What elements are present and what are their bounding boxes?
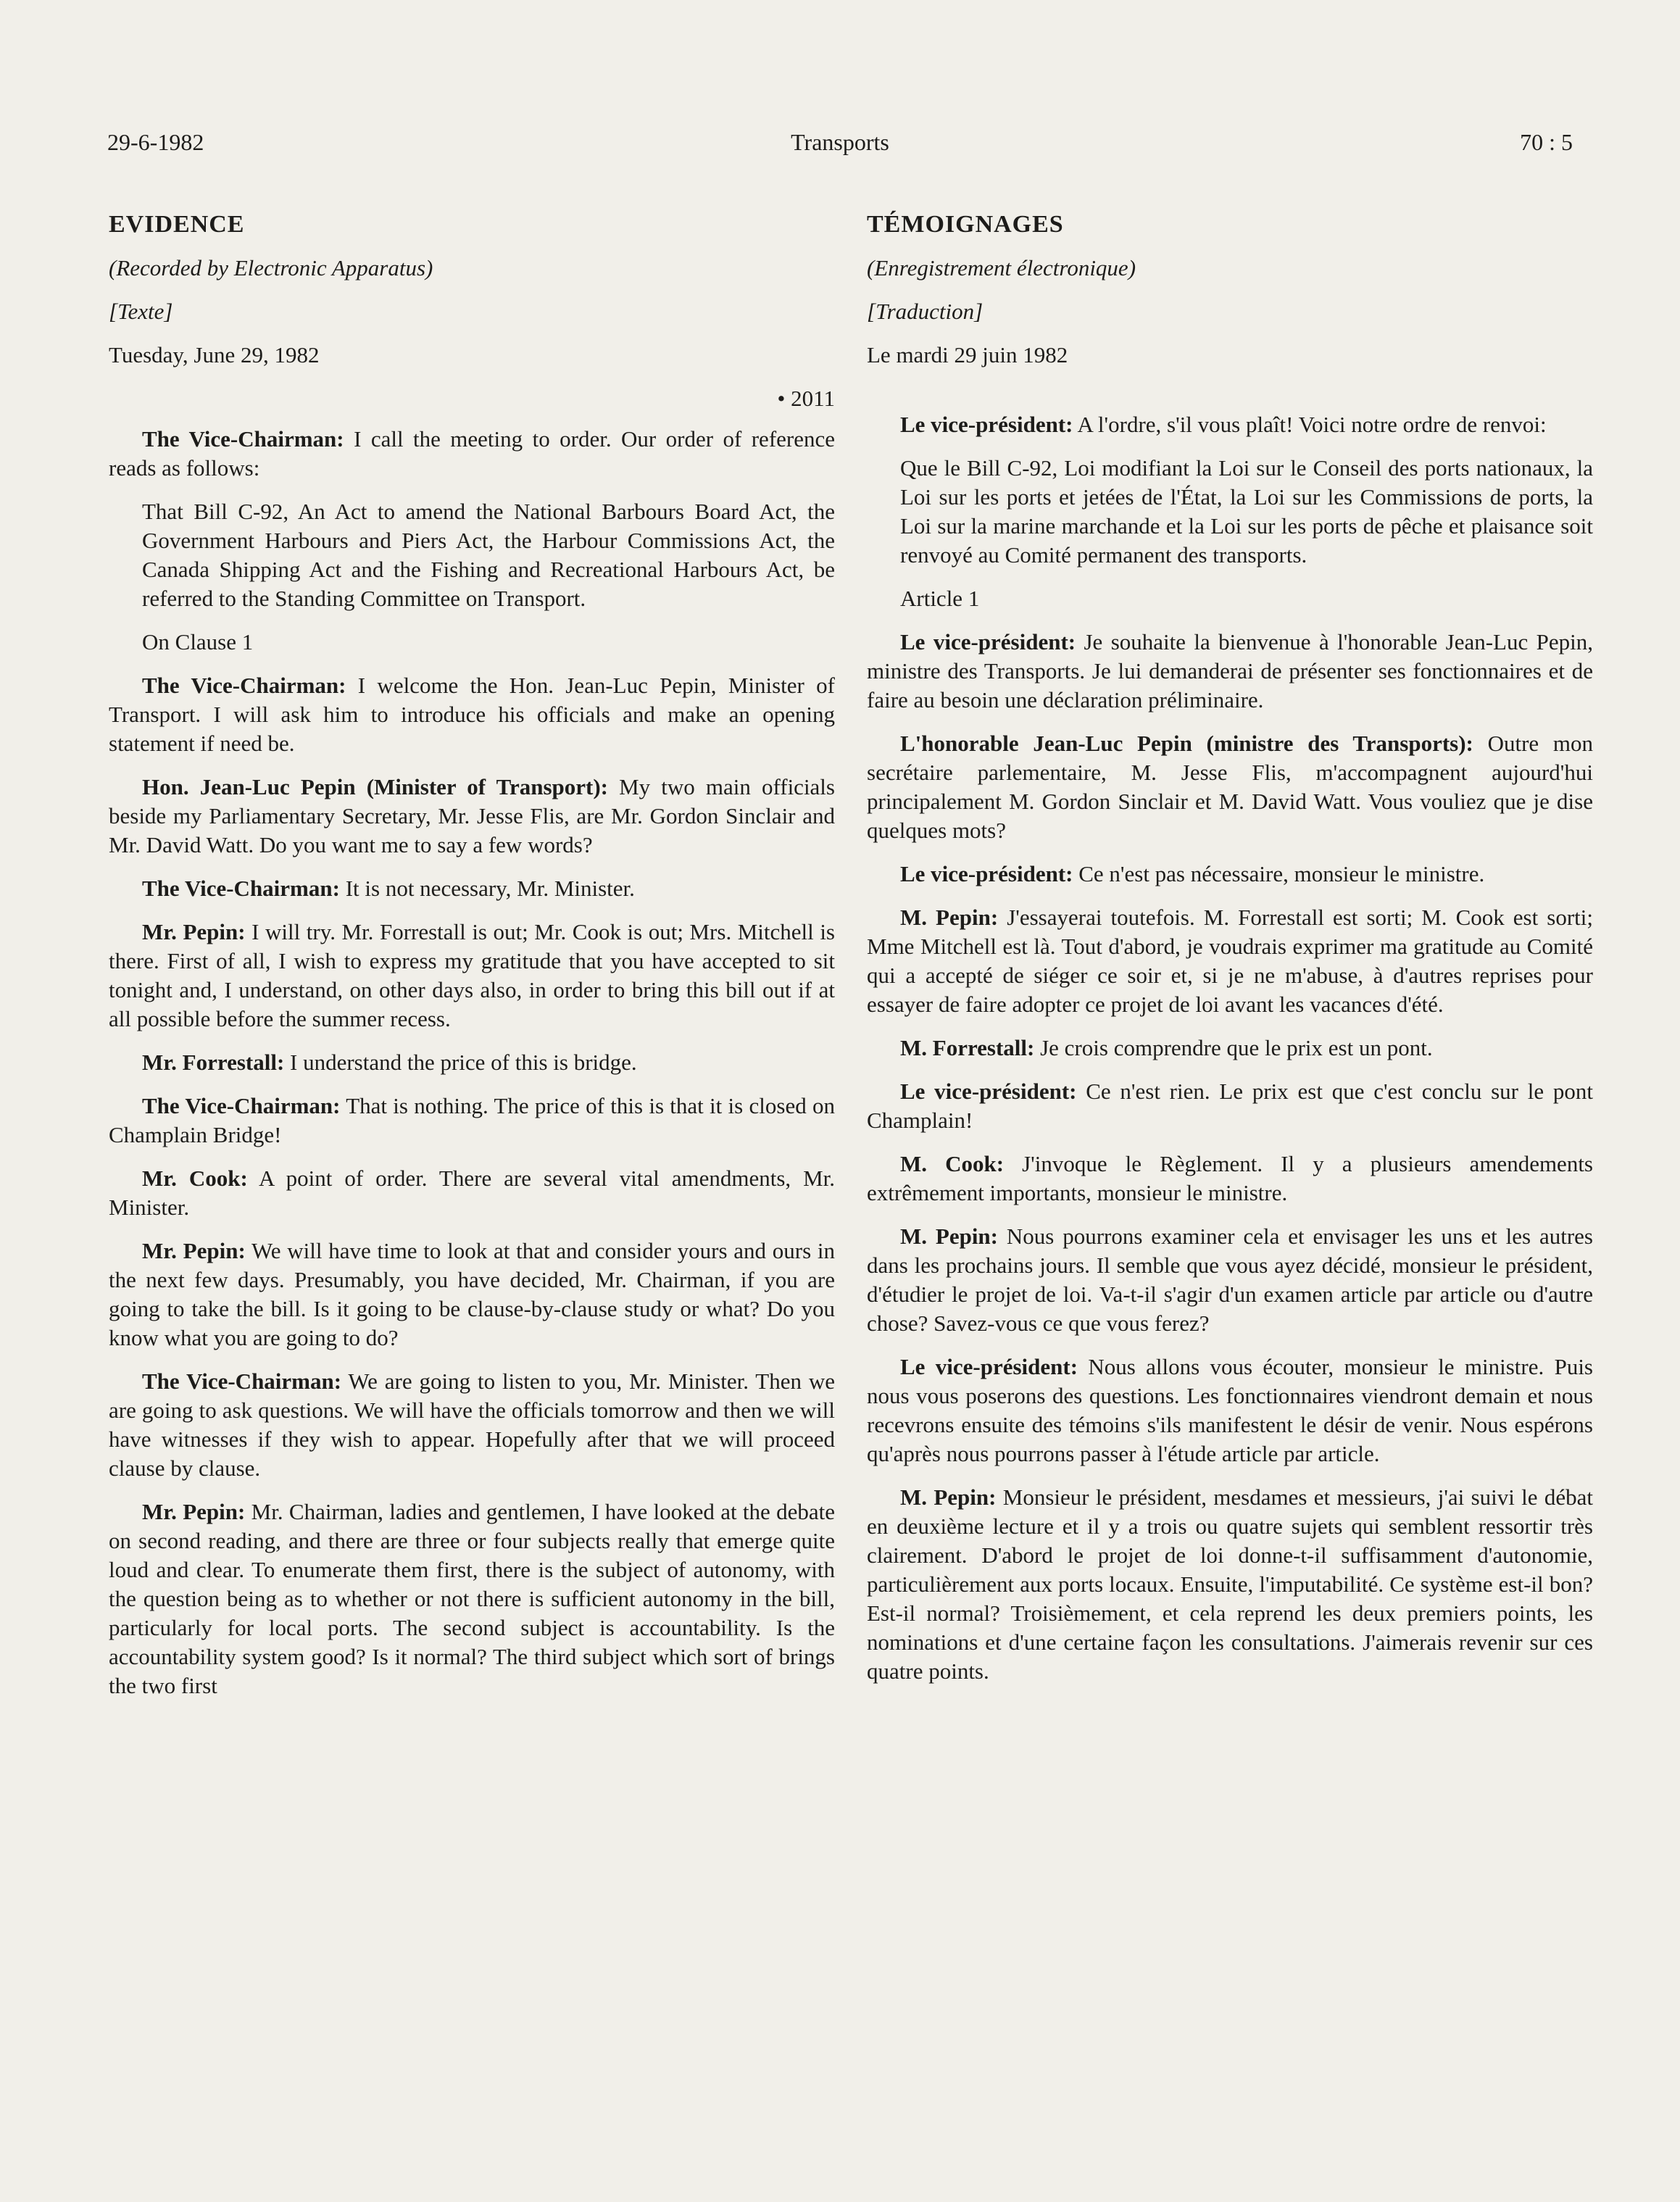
paragraph	[867, 410, 1593, 439]
recording-note: (Enregistrement électronique)	[867, 255, 1136, 281]
paragraph	[867, 860, 1593, 889]
page-header	[0, 129, 1680, 165]
paragraph	[867, 1483, 1593, 1686]
header-date: 29-6-1982	[107, 129, 204, 155]
speech-text: Nous pourrons examiner cela et envisager les uns et les autres dans les prochains jours. Il semble que vous ayez décidé, monsieur le président, d'étudier le projet de loi. Va-t-il s'agir d'un examen article par article ou d'autre chose? Savez-vous ce que vous ferez?	[867, 1223, 1593, 1336]
paragraph	[109, 1048, 835, 1077]
speaker: M. Pepin:	[900, 1484, 997, 1510]
speech-text: A point of order. There are several vital amendments, Mr. Minister.	[109, 1166, 835, 1220]
paragraph	[109, 1367, 835, 1483]
speaker: Mr. Cook:	[142, 1166, 248, 1191]
time-marker: • 2011	[777, 386, 835, 411]
speaker: Le vice-président:	[900, 412, 1073, 437]
english-column	[109, 210, 835, 1715]
paragraph	[867, 1034, 1593, 1063]
speaker: Le vice-président:	[900, 1079, 1077, 1104]
paragraph	[867, 729, 1593, 845]
speech-text: Mr. Chairman, ladies and gentlemen, I have looked at the debate on second reading, and there are three or four subjects really that emerge quite loud and clear. To enumerate them first, there is the subject of autonomy, with the question being as to whether or not there is sufficient autonomy in the bill, particularly for local ports. The second subject is accountability. Is the accountability system good? Is it normal? The third subject which sort of brings the two first	[109, 1499, 835, 1698]
speaker: M. Pepin:	[900, 905, 999, 930]
speaker: Hon. Jean-Luc Pepin (Minister of Transport):	[142, 774, 608, 799]
speech-text: Article 1	[900, 586, 980, 611]
paragraph	[109, 1497, 835, 1700]
speaker: The Vice-Chairman:	[142, 876, 340, 901]
speaker: Mr. Pepin:	[142, 919, 246, 944]
speaker: Le vice-président:	[900, 1354, 1078, 1379]
speech-text: I will try. Mr. Forrestall is out; Mr. Cook is out; Mrs. Mitchell is there. First of all, I wish to express my gratitude that you have accepted to sit tonight and, I understand, on other days also, in order to bring this bill out if at all possible before the summer recess.	[109, 919, 835, 1031]
speech-text: Je souhaite la bienvenue à l'honorable Jean-Luc Pepin, ministre des Transports. Je lui demanderai de présenter ses fonctionnaires et de faire au besoin une déclaration préliminaire.	[867, 629, 1593, 712]
speech-text: That Bill C-92, An Act to amend the National Barbours Board Act, the Government Harbours and Piers Act, the Harbour Commissions Act, the Canada Shipping Act and the Fishing and Recreational Harbours Act, be referred to the Standing Committee on Transport.	[142, 499, 835, 611]
speech-text: Nous allons vous écouter, monsieur le ministre. Puis nous vous poserons des questions. Les fonctionnaires viendront demain et nous recevrons ensuite des témoins s'ils manifestent le désir de venir. Nous espérons qu'après nous pourrons passer à l'étude article par article.	[867, 1354, 1593, 1466]
speech-text: Ce n'est pas nécessaire, monsieur le ministre.	[1073, 861, 1485, 886]
speech-text: It is not necessary, Mr. Minister.	[339, 876, 635, 901]
speech-text: Outre mon secrétaire parlementaire, M. Jesse Flis, m'accompagnent aujourd'hui principalement M. Gordon Sinclair et M. David Watt. Vous vouliez que je dise quelques mots?	[867, 731, 1593, 843]
speaker: The Vice-Chairman:	[142, 673, 346, 698]
speech-text: I welcome the Hon. Jean-Luc Pepin, Minister of Transport. I will ask him to introduce his officials and make an opening statement if need be.	[109, 673, 835, 756]
order-of-reference	[142, 497, 835, 613]
speech-text: Ce n'est rien. Le prix est que c'est conclu sur le pont Champlain!	[867, 1079, 1593, 1133]
paragraph	[109, 1237, 835, 1353]
speech-text: That is nothing. The price of this is that it is closed on Champlain Bridge!	[109, 1093, 835, 1147]
speaker: Le vice-président:	[900, 629, 1076, 655]
paragraph	[867, 628, 1593, 715]
language-note: [Traduction]	[867, 299, 984, 324]
french-column	[867, 210, 1593, 1700]
paragraph	[867, 1222, 1593, 1338]
speech-text: I understand the price of this is bridge.	[284, 1050, 637, 1075]
paragraph	[867, 1150, 1593, 1208]
speech-text: J'essayerai toutefois. M. Forrestall est sorti; M. Cook est sorti; Mme Mitchell est là. Tout d'abord, je voudrais exprimer ma gratitude au Comité qui a accepté de siéger ce soir et, si je ne m'abuse, à d'autres reprises pour essayer de faire adopter ce projet de loi avant les vacances d'été.	[867, 905, 1594, 1017]
paragraph	[109, 773, 835, 860]
clause-label	[867, 584, 1593, 613]
paragraph	[867, 1077, 1593, 1135]
speaker: The Vice-Chairman:	[142, 1368, 342, 1394]
recording-note: (Recorded by Electronic Apparatus)	[109, 255, 433, 281]
paragraph	[109, 874, 835, 903]
paragraph	[109, 1092, 835, 1150]
paragraph	[867, 1353, 1593, 1468]
column-heading: EVIDENCE	[109, 211, 245, 238]
speech-text: We are going to listen to you, Mr. Minister. Then we are going to ask questions. We will have the officials tomorrow and then we will have witnesses if they wish to appear. Hopefully after that we will proceed clause by clause.	[109, 1368, 835, 1481]
speaker: Mr. Forrestall:	[142, 1050, 285, 1075]
speaker: Mr. Pepin:	[142, 1238, 246, 1263]
speaker: The Vice-Chairman:	[142, 1093, 341, 1118]
paragraph	[867, 903, 1593, 1019]
speech-text: J'invoque le Règlement. Il y a plusieurs amendements extrêmement importants, monsieur le ministre.	[867, 1151, 1593, 1205]
paragraph	[109, 671, 835, 758]
speech-text: I call the meeting to order. Our order of reference reads as follows:	[109, 426, 836, 481]
speech-text: Que le Bill C-92, Loi modifiant la Loi sur le Conseil des ports nationaux, la Loi sur les ports et jetées de l'État, la Loi sur les Commissions de ports, la Loi sur la marine marchande et la Loi sur les ports de pêche et plaisance soit renvoyé au Comité permanent des transports.	[900, 455, 1593, 568]
speech-text: A l'ordre, s'il vous plaît! Voici notre ordre de renvoi:	[1073, 412, 1547, 437]
paragraph	[109, 425, 835, 483]
paragraph	[109, 918, 835, 1034]
speaker: L'honorable Jean-Luc Pepin (ministre des Transports):	[900, 731, 1473, 756]
speaker: Mr. Pepin:	[142, 1499, 246, 1524]
speaker: M. Pepin:	[900, 1223, 998, 1249]
speaker: M. Cook:	[900, 1151, 1005, 1176]
speaker: The Vice-Chairman:	[142, 426, 344, 452]
clause-label	[109, 628, 835, 657]
language-note: [Texte]	[109, 299, 173, 324]
paragraph	[109, 1164, 835, 1222]
column-heading: TÉMOIGNAGES	[867, 211, 1064, 238]
speech-text: We will have time to look at that and consider yours and ours in the next few days. Presumably, you have decided, Mr. Chairman, if you are going to take the bill. Is it going to be clause-by-clause study or what? Do you know what you are going to do?	[109, 1238, 835, 1350]
speaker: M. Forrestall:	[900, 1035, 1035, 1060]
order-of-reference	[900, 454, 1593, 570]
speech-text: Je crois comprendre que le prix est un pont.	[1034, 1035, 1433, 1060]
speech-text: Monsieur le président, mesdames et messieurs, j'ai suivi le débat en deuxième lecture et il y a trois ou quatre sujets qui semblent ressortir très clairement. D'abord le projet de loi donne-t-il suffisamment d'autonomie, particulièrement aux ports locaux. Ensuite, l'imputabilité. Ce système est-il bon? Est-il normal? Troisièmement, et cela reprend les deux premiers points, les nominations et d'une certaine façon les consultations. J'aimerais revenir sur ces quatre points.	[867, 1484, 1594, 1684]
session-date: Le mardi 29 juin 1982	[867, 342, 1068, 367]
header-page-number: 70 : 5	[1520, 129, 1573, 155]
speech-text: On Clause 1	[142, 629, 254, 655]
header-title: Transports	[791, 129, 889, 155]
speaker: Le vice-président:	[900, 861, 1073, 886]
speech-text: My two main officials beside my Parliamentary Secretary, Mr. Jesse Flis, are Mr. Gordon Sinclair and Mr. David Watt. Do you want me to say a few words?	[109, 774, 835, 857]
session-date: Tuesday, June 29, 1982	[109, 342, 320, 367]
